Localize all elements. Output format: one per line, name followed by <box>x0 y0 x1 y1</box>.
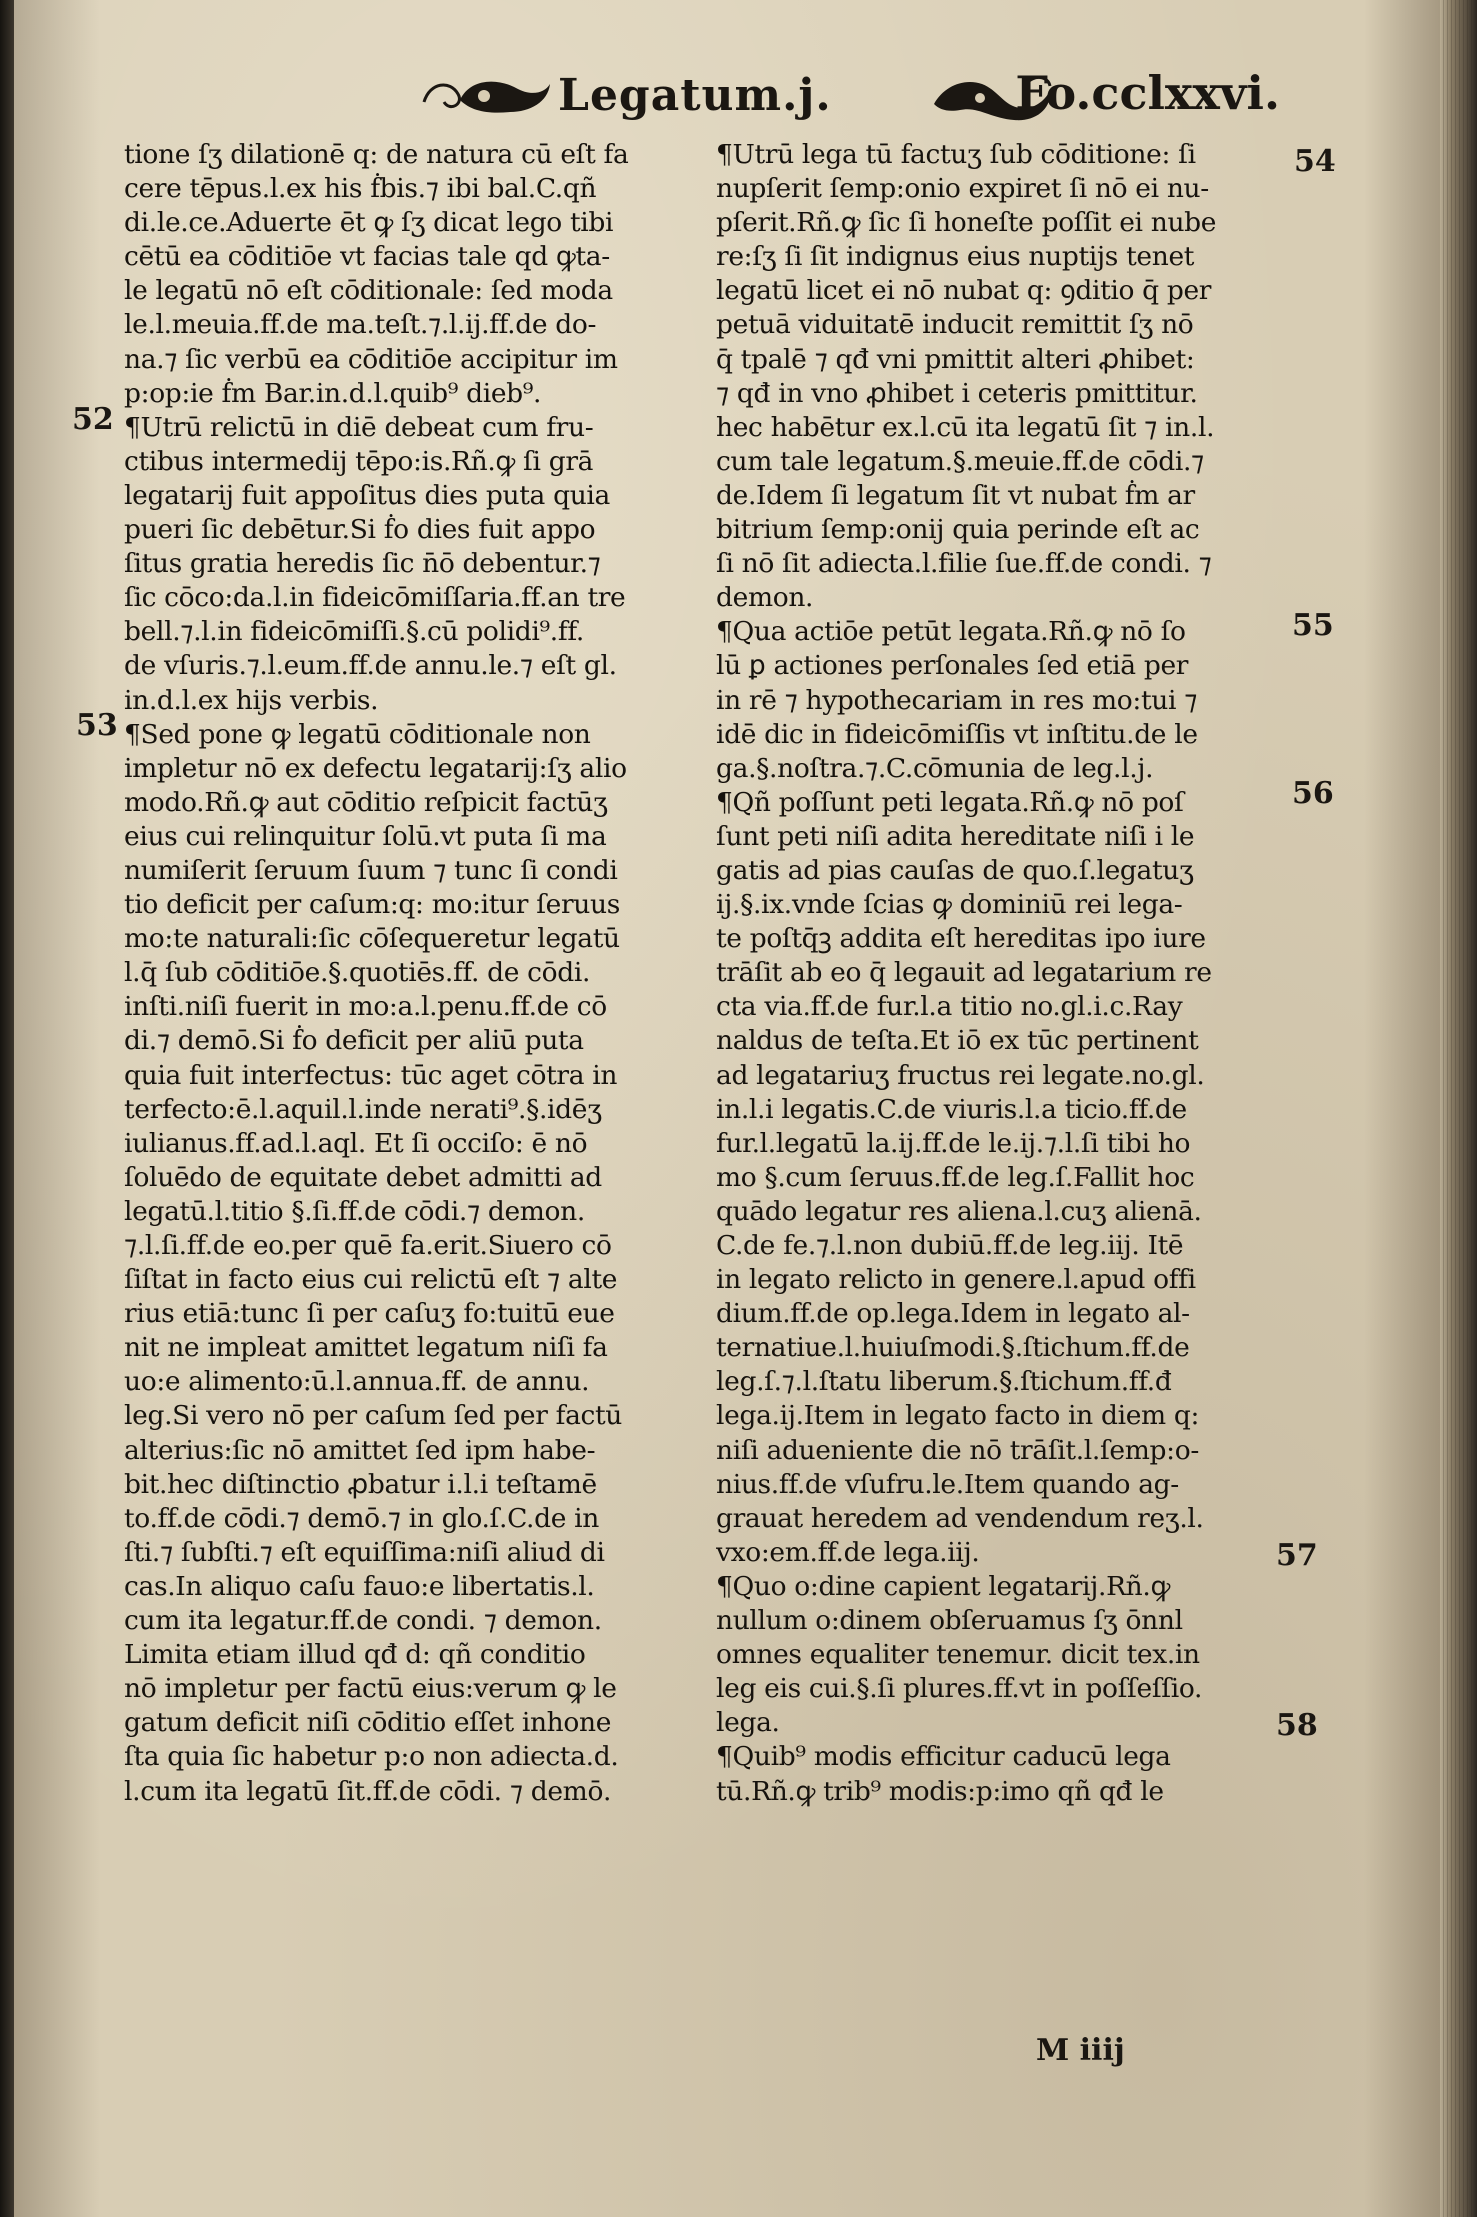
text-line: leg eis cui.§.ſi plures.ff.vt in poſſeſſio. <box>716 1673 1203 1705</box>
margin-number: 57 <box>1276 1538 1318 1573</box>
text-line: le.l.meuia.ff.de ma.teſt.⁊.l.ij.ff.de do- <box>124 309 597 341</box>
text-line: ſunt peti niſi adita hereditate niſi i le <box>716 820 1195 852</box>
text-line: na.⁊ ſic verbū ea cōditiōe accipitur im <box>124 343 618 375</box>
margin-number: 58 <box>1276 1708 1318 1743</box>
text-line: tione ſʒ dilationē q: de natura cū eſt fa <box>124 139 629 170</box>
text-line: terfecto:ē.l.aquil.l.inde nerati⁹.§.idēʒ <box>124 1093 602 1125</box>
margin-number: 55 <box>1292 608 1334 643</box>
text-line: mo §.cum ſeruus.ff.de leg.ſ.Fallit hoc <box>716 1161 1195 1193</box>
text-line: nō impletur per factū eius:verum ꝙ le <box>124 1673 617 1705</box>
text-line: leg.ſ.⁊.l.ſtatu liberum.§.ſtichum.ff.đ <box>716 1366 1172 1398</box>
text-line: de.Idem ſi legatum ſit vt nubat ḟm ar <box>716 479 1195 511</box>
text-line: nit ne impleat amittet legatum niſi fa <box>124 1332 608 1364</box>
text-line: in rē ⁊ hypothecariam in res mo:tui ⁊ <box>716 684 1198 716</box>
running-title: Legatum.j. <box>558 70 832 121</box>
text-line: quia fuit interfectus: tūc aget cōtra in <box>124 1059 618 1091</box>
text-line: omnes equaliter tenemur. dicit tex.in <box>716 1639 1200 1671</box>
text-line: cta via.ff.de fur.l.a titio no.gl.i.c.Ray <box>716 991 1183 1023</box>
text-line: demon. <box>716 582 814 614</box>
text-line: niſi adueniente die nō trāſit.l.ſemp:o- <box>716 1434 1199 1466</box>
text-line: legatarij fuit appoſitus dies puta quia <box>124 479 610 511</box>
text-line: di.⁊ demō.Si ḟo deficit per aliū puta <box>124 1025 584 1057</box>
text-line: ¶Quib⁹ modis efficitur caducū lega <box>716 1741 1171 1773</box>
text-line: lega.ij.Item in legato facto in diem q: <box>716 1400 1200 1432</box>
text-line: nullum o:dinem obſeruamus ſʒ ōnnl <box>716 1605 1183 1637</box>
text-line: ¶Sed pone ꝙ legatū cōditionale non <box>124 718 591 750</box>
text-line: trāſit ab eo q̄ legauit ad legatarium re <box>716 957 1212 989</box>
text-line: l.cum ita legatū ſit.ff.de cōdi. ⁊ demō. <box>124 1775 612 1807</box>
text-line: ſoluēdo de equitate debet admitti ad <box>124 1161 602 1193</box>
text-line: quādo legatur res aliena.l.cuʒ alienā. <box>716 1195 1202 1227</box>
text-line: gatum deficit niſi cōditio eſſet inhone <box>124 1707 612 1739</box>
text-line: ga.§.noſtra.⁊.C.cōmunia de leg.l.j. <box>716 752 1154 784</box>
folio-number: Fo.cclxxvi. <box>1015 66 1280 120</box>
text-line: ſta quia ſic habetur p:o non adiecta.d. <box>124 1741 619 1773</box>
text-line: petuā viduitatē inducit remittit ſʒ nō <box>716 309 1194 341</box>
text-line: rius etiā:tunc ſi per caſuʒ fo:tuitū eue <box>124 1298 615 1330</box>
text-line: ternatiue.l.huiuſmodi.§.ſtichum.ff.de <box>716 1332 1190 1364</box>
text-line: vxo:em.ff.de lega.iij. <box>716 1536 980 1568</box>
text-line: q̄ tpalē ⁊ qđ vni pmittit alteri ꝓhibet: <box>716 343 1195 375</box>
text-line: lū ꝑ actiones perſonales ſed etiā per <box>716 650 1189 682</box>
text-line: ¶Quo o:dine capient legatarij.Rñ.ꝙ <box>716 1570 1171 1602</box>
text-column-left <box>124 138 684 1809</box>
text-line: idē dic in fideicōmiſſis vt inſtitu.de le <box>716 718 1198 750</box>
text-line: to.ff.de cōdi.⁊ demō.⁊ in glo.ſ.C.de in <box>124 1502 599 1534</box>
text-line: re:ſʒ ſi ſit indignus eius nuptijs tenet <box>716 241 1195 273</box>
margin-number: 54 <box>1294 144 1336 179</box>
signature-mark: M iiij <box>1036 2033 1125 2068</box>
text-line: fur.l.legatū la.ij.ff.de le.ij.⁊.l.ſi tibi ho <box>716 1127 1191 1159</box>
text-line: ⁊ qđ in vno ꝓhibet i ceteris pmittitur. <box>716 377 1198 409</box>
text-line: eius cui relinquitur ſolū.vt puta ſi ma <box>124 820 607 852</box>
text-line: in.l.i legatis.C.de viuris.l.a ticio.ff.de <box>716 1093 1187 1125</box>
text-line: cum ita legatur.ff.de condi. ⁊ demon. <box>124 1605 602 1637</box>
text-line: ſi nō ſit adiecta.l.filie ſue.ff.de condi. ⁊ <box>716 548 1212 580</box>
text-line: inſti.niſi fuerit in mo:a.l.penu.ff.de cō <box>124 991 607 1023</box>
text-line: iulianus.ff.ad.l.aql. Et ſi occiſo: ē nō <box>124 1127 588 1159</box>
text-line: nupſerit ſemp:onio expiret ſi nō ei nu- <box>716 173 1209 205</box>
text-line: grauat heredem ad vendendum reʒ.l. <box>716 1502 1204 1534</box>
text-line: ſic cōco:da.l.in fideicōmiſſaria.ff.an tre <box>124 582 626 614</box>
margin-number: 52 <box>72 402 114 437</box>
text-line: ſitus gratia heredis ſic n̄ō debentur.⁊ <box>124 548 601 580</box>
page-stack-lines <box>1443 0 1473 2217</box>
text-line: in.d.l.ex hijs verbis. <box>124 684 379 716</box>
text-line: ſti.⁊ ſubſti.⁊ eſt equiſſima:niſi aliud di <box>124 1536 605 1568</box>
text-line: pueri ſic debētur.Si ḟo dies fuit appo <box>124 514 596 546</box>
margin-number: 53 <box>76 708 118 743</box>
text-column-right <box>716 138 1284 1809</box>
text-line: legatū licet ei nō nubat q: ꝯditio q̄ per <box>716 275 1212 307</box>
text-line: nius.ff.de vſufru.le.Item quando ag- <box>716 1468 1179 1500</box>
page-header <box>410 58 1280 136</box>
text-line: ¶Qñ poſſunt peti legata.Rñ.ꝙ nō poſ <box>716 786 1184 818</box>
text-line: pſerit.Rñ.ꝙ ſic ſi honeſte poſſit ei nube <box>716 207 1217 239</box>
text-line: leg.Si vero nō per caſum ſed per factū <box>124 1400 623 1432</box>
text-line: cum tale legatum.§.meuie.ff.de cōdi.⁊ <box>716 445 1204 477</box>
text-line: Limita etiam illud qđ d: qñ conditio <box>124 1639 586 1671</box>
text-line: tū.Rñ.ꝙ trib⁹ modis:p:imo qñ qđ le <box>716 1775 1164 1807</box>
text-line: lega. <box>716 1707 780 1739</box>
text-line: di.le.ce.Aduerte ēt ꝙ ſʒ dicat lego tibi <box>124 207 614 239</box>
text-line: impletur nō ex defectu legatarij:ſʒ alio <box>124 752 627 784</box>
text-line: de vſuris.⁊.l.eum.ff.de annu.le.⁊ eſt gl. <box>124 650 617 682</box>
text-line: mo:te naturali:ſic cōſequeretur legatū <box>124 923 620 955</box>
text-line: te poſtq̄ꝫ addita eſt hereditas ipo iure <box>716 923 1206 955</box>
text-line: ſiſtat in facto eius cui relictū eſt ⁊ alte <box>124 1264 618 1296</box>
text-line: ¶Qua actiōe petūt legata.Rñ.ꝙ nō ſo <box>716 616 1186 648</box>
text-line: in legato relicto in genere.l.apud offi <box>716 1264 1196 1296</box>
text-line: l.q̄ ſub cōditiōe.§.quotiēs.ff. de cōdi. <box>124 957 591 989</box>
text-line: cētū ea cōditiōe vt facias tale qd ꝙta- <box>124 241 610 273</box>
text-line: ctibus intermedij tēpo:is.Rñ.ꝙ ſi grā <box>124 445 594 477</box>
text-line: bit.hec diſtinctio ꝓbatur i.l.i teſtamē <box>124 1468 597 1500</box>
margin-number: 56 <box>1292 776 1334 811</box>
text-line: p:op:ie ḟm Bar.in.d.l.quib⁹ dieb⁹. <box>124 377 542 409</box>
text-line: uo:e alimento:ū.l.annua.ff. de annu. <box>124 1366 590 1398</box>
text-line: cas.In aliquo caſu fauo:e libertatis.l. <box>124 1570 595 1602</box>
text-line: modo.Rñ.ꝙ aut cōditio reſpicit factūʒ <box>124 786 608 818</box>
text-line: hec habētur ex.l.cū ita legatū ſit ⁊ in.l. <box>716 411 1215 443</box>
text-line: alterius:ſic nō amittet ſed ipm habe- <box>124 1434 596 1466</box>
text-line: tio deficit per caſum:q: mo:itur ſeruus <box>124 889 620 921</box>
text-line: le legatū nō eſt cōditionale: ſed moda <box>124 275 613 307</box>
text-line: ad legatariuʒ fructus rei legate.no.gl. <box>716 1059 1205 1091</box>
text-line: bell.⁊.l.in fideicōmiſſi.§.cū polidi⁹.ff. <box>124 616 584 648</box>
text-line: bitrium ſemp:onij quia perinde eſt ac <box>716 514 1200 546</box>
text-line: legatū.l.titio §.ſi.ff.de cōdi.⁊ demon. <box>124 1195 585 1227</box>
text-line: naldus de teſta.Et iō ex tūc pertinent <box>716 1025 1199 1057</box>
text-line: ⁊.l.ſi.ff.de eo.per quē fa.erit.Siuero cō <box>124 1230 612 1261</box>
text-line: ¶Utrū lega tū factuʒ ſub cōditione: ſi <box>716 139 1196 170</box>
text-line: gatis ad pias cauſas de quo.ſ.legatuʒ <box>716 854 1194 886</box>
text-line: ¶Utrū relictū in diē debeat cum fru- <box>124 411 594 443</box>
fleuron-ornament-left-icon <box>420 72 555 124</box>
text-line: numiſerit ſeruum ſuum ⁊ tunc ſi condi <box>124 854 618 886</box>
text-line: ij.§.ix.vnde ſcias ꝙ dominiū rei lega- <box>716 889 1183 921</box>
text-line: C.de fe.⁊.l.non dubiū.ff.de leg.iij. Itē <box>716 1230 1184 1261</box>
text-line: dium.ff.de op.lega.Idem in legato al- <box>716 1298 1190 1330</box>
text-line: cere tēpus.l.ex his ḟbis.⁊ ibi bal.C.qñ <box>124 173 597 205</box>
